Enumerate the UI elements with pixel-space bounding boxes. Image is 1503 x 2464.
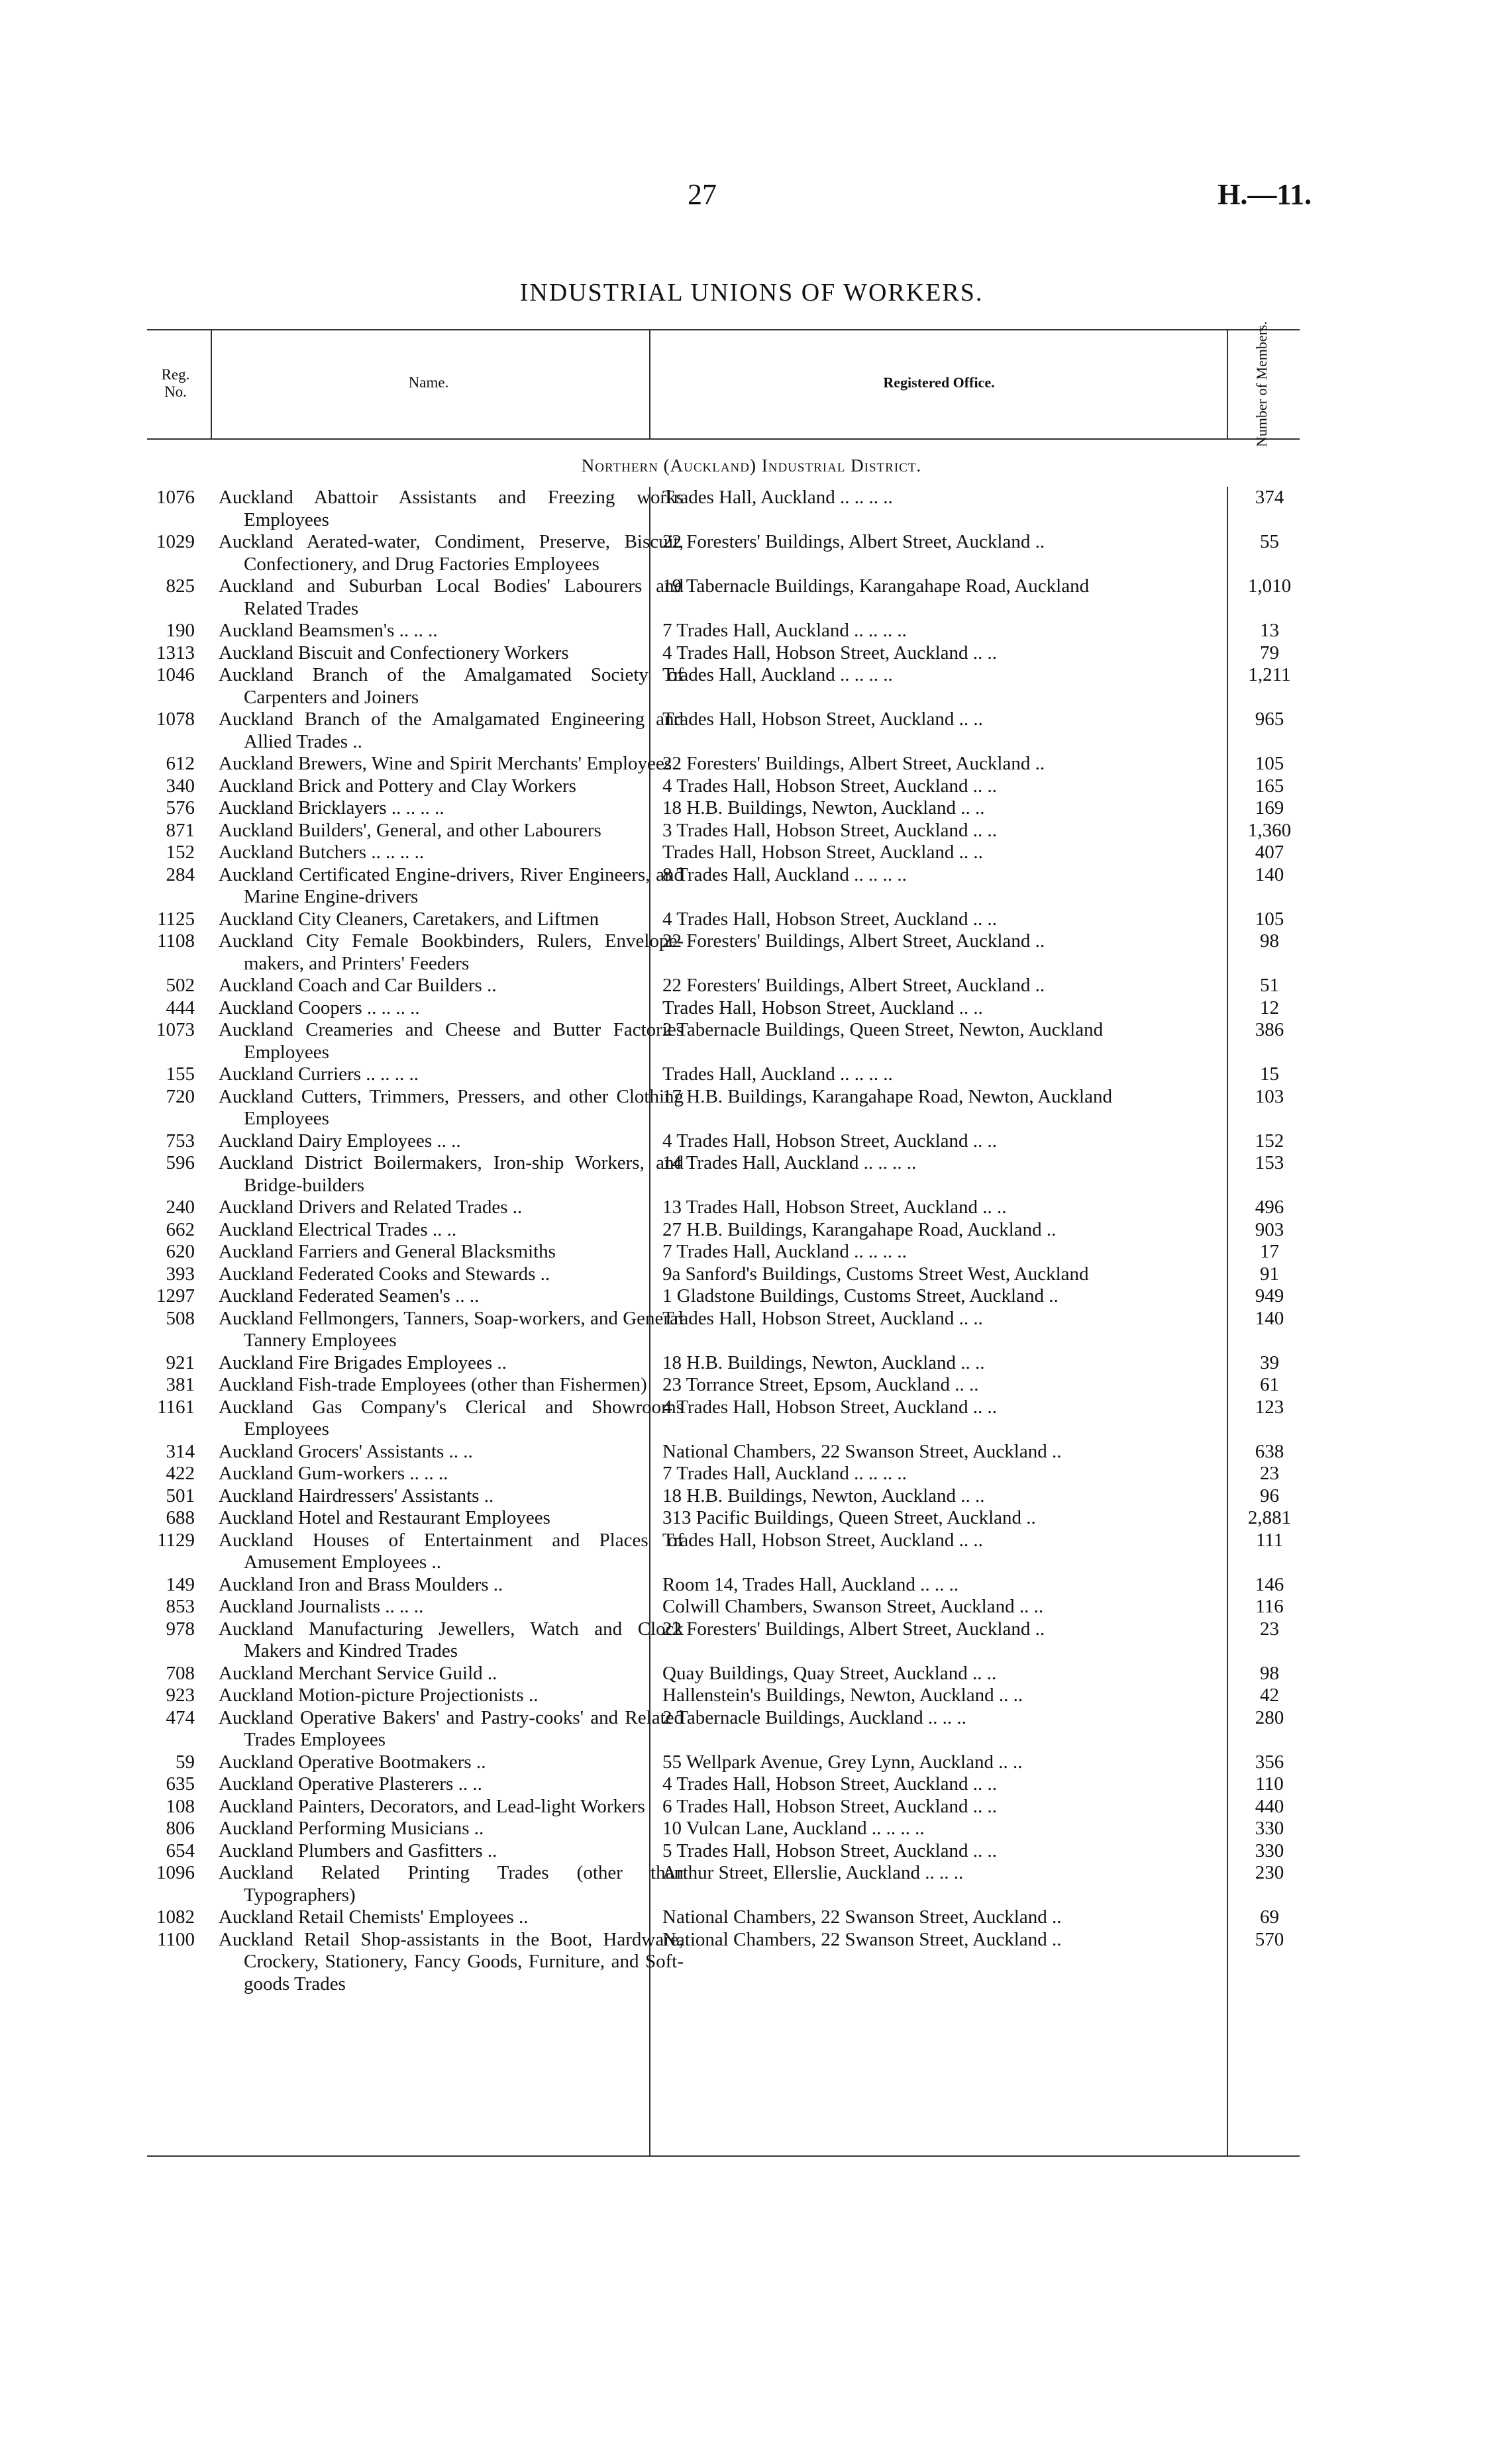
union-name-cell: Auckland Motion-picture Projectionists .. [219,1685,539,1706]
registered-office-cell: Trades Hall, Hobson Street, Auckland .. .. [662,997,983,1018]
union-name-cell: Auckland Brewers, Wine and Spirit Merchants' Employees [219,753,672,774]
reg-no-cell: 1078 [156,709,195,730]
union-name-cell: Auckland Drivers and Related Trades .. [219,1197,523,1218]
members-cell: 51 [1260,975,1279,996]
table-row [147,1596,1300,1618]
table-row [147,1397,1300,1441]
registered-office-cell: 27 H.B. Buildings, Karangahape Road, Auckland .. [662,1218,1057,1240]
table-row [147,1352,1300,1375]
column-header-registered-office: Registered Office. [883,374,995,391]
table-row [147,775,1300,798]
union-name-cell: Auckland Houses of Entertainment and Places of Amusement Employees .. [219,1529,684,1573]
members-cell: 165 [1255,775,1284,797]
reg-no-cell: 474 [166,1706,195,1728]
registered-office-cell: Trades Hall, Hobson Street, Auckland .. .. [662,842,983,863]
union-name-cell: Auckland Dairy Employees .. .. [219,1130,461,1152]
union-name-cell: Auckland Retail Shop-assistants in the Boot, Hardware, Crockery, Stationery, Fancy Goods, Furniture, and Soft-goods Trades [219,1928,684,1995]
table-top-rule [147,329,1300,330]
reg-no-cell: 923 [166,1685,195,1706]
table-row [147,1285,1300,1308]
union-name-cell: Auckland Iron and Brass Moulders .. [219,1573,503,1595]
members-cell: 42 [1260,1685,1279,1706]
district-heading: Northern (Auckland) Industrial District. [581,456,922,475]
registered-office-cell: Colwill Chambers, Swanson Street, Auckland .. .. [662,1596,1044,1617]
table-row [147,820,1300,842]
union-name-cell: Auckland Performing Musicians .. [219,1818,484,1839]
column-header-members [1229,320,1295,448]
union-name-cell: Auckland Merchant Service Guild .. [219,1662,497,1684]
union-name-cell: Auckland Curriers .. .. .. .. [219,1063,419,1085]
table-row [147,1308,1300,1352]
document-code: H.—11. [1218,178,1312,211]
registered-office-cell: 2 Tabernacle Buildings, Queen Street, Newton, Auckland [662,1019,1104,1040]
registered-office-cell: Quay Buildings, Quay Street, Auckland .. .. [662,1662,997,1684]
table-row [147,1840,1300,1863]
table-row [147,1441,1300,1463]
union-name-cell: Auckland Hotel and Restaurant Employees [219,1507,550,1528]
union-name-cell: Auckland Aerated-water, Condiment, Preserve, Biscuit, Confectionery, and Drug Factories Employees [219,531,684,575]
table-row [147,1818,1300,1840]
registered-office-cell: 14 Trades Hall, Auckland .. .. .. .. [662,1152,917,1173]
reg-no-cell: 59 [176,1751,195,1773]
table-row [147,487,1300,531]
table-row [147,997,1300,1020]
registered-office-cell: National Chambers, 22 Swanson Street, Auckland .. [662,1440,1062,1462]
members-cell: 169 [1255,797,1284,818]
union-name-cell: Auckland Builders', General, and other Labourers [219,819,601,841]
union-name-cell: Auckland City Cleaners, Caretakers, and Liftmen [219,908,599,930]
table-row [147,620,1300,642]
registered-office-cell: National Chambers, 22 Swanson Street, Auckland .. [662,1906,1062,1928]
table-row [147,575,1300,620]
reg-no-cell: 422 [166,1463,195,1484]
table-row [147,975,1300,997]
union-name-cell: Auckland Coach and Car Builders .. [219,975,497,996]
table-row [147,1862,1300,1906]
reg-no-cell: 155 [166,1063,195,1085]
reg-no-cell: 444 [166,997,195,1018]
registered-office-cell: 4 Trades Hall, Hobson Street, Auckland .. .. [662,908,998,930]
members-cell: 140 [1255,863,1284,885]
union-name-cell: Auckland Brick and Pottery and Clay Workers [219,775,576,797]
reg-no-cell: 1082 [156,1906,195,1928]
column-header-name: Name. [408,374,449,391]
reg-no-cell: 596 [166,1152,195,1173]
page-title: INDUSTRIAL UNIONS OF WORKERS. [519,279,984,307]
union-name-cell: Auckland Creameries and Cheese and Butter Factories Employees [219,1019,684,1063]
union-name-cell: Auckland City Female Bookbinders, Rulers, Envelope-makers, and Printers' Feeders [219,930,684,974]
registered-office-cell: 19 Tabernacle Buildings, Karangahape Road, Auckland [662,575,1090,597]
table-row [147,842,1300,864]
union-name-cell: Auckland Fish-trade Employees (other than Fishermen) [219,1374,647,1395]
registered-office-cell: 7 Trades Hall, Auckland .. .. .. .. [662,620,907,641]
reg-no-cell: 620 [166,1241,195,1262]
union-name-cell: Auckland Operative Plasterers .. .. [219,1773,482,1795]
table-row [147,797,1300,820]
reg-no-cell: 1313 [156,642,195,664]
reg-no-cell: 576 [166,797,195,818]
union-name-cell: Auckland Federated Cooks and Stewards .. [219,1263,550,1285]
table-row [147,664,1300,709]
members-cell: 23 [1260,1463,1279,1484]
registered-office-cell: 7 Trades Hall, Auckland .. .. .. .. [662,1241,907,1262]
registered-office-cell: Trades Hall, Hobson Street, Auckland .. .. [662,709,983,730]
union-name-cell: Auckland Grocers' Assistants .. .. [219,1440,473,1462]
reg-no-cell: 1129 [157,1529,195,1551]
registered-office-cell: 10 Vulcan Lane, Auckland .. .. .. .. [662,1818,925,1839]
reg-no-cell: 1073 [156,1019,195,1040]
union-name-cell: Auckland Butchers .. .. .. .. [219,842,425,863]
union-name-cell: Auckland Manufacturing Jewellers, Watch and Clock Makers and Kindred Trades [219,1618,684,1661]
union-name-cell: Auckland Operative Bakers' and Pastry-cooks' and Related Trades Employees [219,1706,684,1750]
registered-office-cell: 2 Tabernacle Buildings, Auckland .. .. .. [662,1706,966,1728]
table-row [147,1773,1300,1796]
registered-office-cell: 7 Trades Hall, Auckland .. .. .. .. [662,1463,907,1484]
registered-office-cell: 4 Trades Hall, Hobson Street, Auckland .. .. [662,1773,998,1795]
members-cell: 965 [1255,709,1284,730]
members-cell: 23 [1260,1618,1279,1640]
column-divider [211,329,212,438]
members-cell: 96 [1260,1485,1279,1506]
reg-no-cell: 190 [166,620,195,641]
table-row [147,1751,1300,1774]
registered-office-cell: 18 H.B. Buildings, Newton, Auckland .. .. [662,797,985,818]
registered-office-cell: 313 Pacific Buildings, Queen Street, Auckland .. [662,1507,1036,1528]
members-cell: 98 [1260,930,1279,952]
union-name-cell: Auckland Branch of the Amalgamated Society of Carpenters and Joiners [219,664,684,708]
members-cell: 1,211 [1248,664,1291,685]
reg-no-cell: 314 [166,1440,195,1462]
union-name-cell: Auckland Electrical Trades .. .. [219,1218,457,1240]
members-cell: 111 [1255,1529,1284,1551]
members-cell: 407 [1255,842,1284,863]
reg-no-cell: 753 [166,1130,195,1152]
registered-office-cell: 5 Trades Hall, Hobson Street, Auckland .. .. [662,1840,998,1861]
members-cell: 1,010 [1247,575,1292,597]
column-header-reg-no: Reg. No. [161,366,190,400]
members-cell: 110 [1255,1773,1284,1795]
union-name-cell: Auckland Coopers .. .. .. .. [219,997,420,1018]
table-row [147,1152,1300,1197]
members-cell: 140 [1255,1307,1284,1329]
table-row [147,1063,1300,1086]
table-row [147,753,1300,775]
table-header-rule [147,438,1300,440]
reg-no-cell: 708 [166,1662,195,1684]
reg-no-cell: 108 [166,1795,195,1817]
registered-office-cell: 13 Trades Hall, Hobson Street, Auckland .. .. [662,1197,1007,1218]
table-row [147,1219,1300,1242]
members-cell: 903 [1255,1218,1284,1240]
registered-office-cell: Trades Hall, Auckland .. .. .. .. [662,1063,893,1085]
table-row [147,1019,1300,1063]
members-cell: 496 [1255,1197,1284,1218]
table-row [147,1796,1300,1818]
registered-office-cell: National Chambers, 22 Swanson Street, Auckland .. [662,1928,1062,1950]
registered-office-cell: 8 Trades Hall, Auckland .. .. .. .. [662,863,907,885]
table-row [147,864,1300,909]
reg-no-cell: 381 [166,1374,195,1395]
registered-office-cell: 4 Trades Hall, Hobson Street, Auckland .. .. [662,1130,998,1152]
members-cell: 638 [1255,1440,1284,1462]
table-row [147,1241,1300,1263]
registered-office-cell: 4 Trades Hall, Hobson Street, Auckland .. .. [662,1396,998,1418]
registered-office-cell: 3 Trades Hall, Hobson Street, Auckland .. .. [662,819,998,841]
union-name-cell: Auckland Fire Brigades Employees .. [219,1352,507,1373]
column-header-members-label: Number of Members. [1253,320,1270,448]
reg-no-cell: 284 [166,863,195,885]
union-name-cell: Auckland Cutters, Trimmers, Pressers, and other Clothing Employees [219,1085,684,1129]
reg-no-cell: 612 [166,753,195,774]
reg-no-cell: 340 [166,775,195,797]
members-cell: 105 [1255,908,1284,930]
reg-no-cell: 978 [166,1618,195,1640]
union-name-cell: Auckland District Boilermakers, Iron-ship Workers, and Bridge-builders [219,1152,684,1196]
reg-no-cell: 508 [166,1307,195,1329]
reg-no-cell: 921 [166,1352,195,1373]
registered-office-cell: Room 14, Trades Hall, Auckland .. .. .. [662,1573,959,1595]
members-cell: 13 [1260,620,1279,641]
reg-no-cell: 1108 [157,930,195,952]
reg-no-cell: 654 [166,1840,195,1861]
table-row [147,1707,1300,1751]
union-name-cell: Auckland Abattoir Assistants and Freezing works Employees [219,487,684,530]
reg-no-cell: 688 [166,1507,195,1528]
union-name-cell: Auckland Gum-workers .. .. .. [219,1463,448,1484]
registered-office-cell: 4 Trades Hall, Hobson Street, Auckland .. .. [662,775,998,797]
table-row [147,1507,1300,1530]
table-row [147,1374,1300,1397]
registered-office-cell: Trades Hall, Auckland .. .. .. .. [662,664,893,685]
reg-no-cell: 1100 [157,1928,195,1950]
table-row [147,709,1300,753]
members-cell: 15 [1260,1063,1279,1085]
members-cell: 79 [1260,642,1279,664]
registered-office-cell: Hallenstein's Buildings, Newton, Auckland .. .. [662,1685,1023,1706]
table-bottom-rule [147,2155,1300,2157]
members-cell: 949 [1255,1285,1284,1306]
reg-no-cell: 1297 [156,1285,195,1306]
registered-office-cell: 22 Foresters' Buildings, Albert Street, Auckland .. [662,930,1045,952]
members-cell: 330 [1255,1818,1284,1839]
table-row [147,1463,1300,1485]
union-name-cell: Auckland Painters, Decorators, and Lead-light Workers [219,1795,645,1817]
table-row [147,1685,1300,1707]
members-cell: 61 [1260,1374,1279,1395]
union-name-cell: Auckland Bricklayers .. .. .. .. [219,797,444,818]
members-cell: 17 [1260,1241,1279,1262]
members-cell: 123 [1255,1396,1284,1418]
union-name-cell: Auckland Operative Bootmakers .. [219,1751,486,1773]
reg-no-cell: 149 [166,1573,195,1595]
members-cell: 105 [1255,753,1284,774]
union-name-cell: Auckland Certificated Engine-drivers, River Engineers, and Marine Engine-drivers [219,863,684,907]
table-row [147,1197,1300,1219]
page-number: 27 [688,178,717,211]
registered-office-cell: Trades Hall, Auckland .. .. .. .. [662,487,893,508]
members-cell: 98 [1260,1662,1279,1684]
union-name-cell: Auckland Journalists .. .. .. [219,1596,424,1617]
table-row [147,909,1300,931]
union-name-cell: Auckland Gas Company's Clerical and Showrooms Employees [219,1396,684,1440]
union-name-cell: Auckland Branch of the Amalgamated Engineering and Allied Trades .. [219,709,684,752]
reg-no-cell: 240 [166,1197,195,1218]
union-name-cell: Auckland Farriers and General Blacksmiths [219,1241,556,1262]
union-name-cell: Auckland and Suburban Local Bodies' Labourers and Related Trades [219,575,684,619]
table-row [147,531,1300,575]
reg-no-cell: 1125 [157,908,195,930]
union-name-cell: Auckland Plumbers and Gasfitters .. [219,1840,497,1861]
table-row [147,1130,1300,1153]
members-cell: 103 [1255,1085,1284,1107]
members-cell: 152 [1255,1130,1284,1152]
members-cell: 91 [1260,1263,1279,1285]
registered-office-cell: 18 H.B. Buildings, Newton, Auckland .. .. [662,1485,985,1506]
union-name-cell: Auckland Beamsmen's .. .. .. [219,620,438,641]
table-row [147,1530,1300,1574]
column-divider [649,329,650,438]
members-cell: 374 [1255,487,1284,508]
union-name-cell: Auckland Hairdressers' Assistants .. [219,1485,494,1506]
members-cell: 55 [1260,531,1279,552]
members-cell: 330 [1255,1840,1284,1861]
table-row [147,1663,1300,1685]
members-cell: 146 [1255,1573,1284,1595]
union-table-body [147,487,1300,1995]
union-name-cell: Auckland Retail Chemists' Employees .. [219,1906,529,1928]
registered-office-cell: Trades Hall, Hobson Street, Auckland .. .. [662,1529,983,1551]
members-cell: 12 [1260,997,1279,1018]
members-cell: 153 [1255,1152,1284,1173]
union-name-cell: Auckland Fellmongers, Tanners, Soap-workers, and General Tannery Employees [219,1307,684,1351]
reg-no-cell: 635 [166,1773,195,1795]
registered-office-cell: 22 Foresters' Buildings, Albert Street, Auckland .. [662,531,1045,552]
reg-no-cell: 501 [166,1485,195,1506]
union-name-cell: Auckland Related Printing Trades (other than Typographers) [219,1862,684,1906]
members-cell: 2,881 [1247,1507,1292,1528]
members-cell: 356 [1255,1751,1284,1773]
members-cell: 230 [1255,1862,1284,1883]
members-cell: 440 [1255,1795,1284,1817]
reg-no-cell: 662 [166,1218,195,1240]
reg-no-cell: 502 [166,975,195,996]
members-cell: 116 [1255,1596,1284,1617]
registered-office-cell: 55 Wellpark Avenue, Grey Lynn, Auckland .. .. [662,1751,1023,1773]
registered-office-cell: Arthur Street, Ellerslie, Auckland .. .. .. [662,1862,964,1883]
reg-no-cell: 825 [166,575,195,597]
registered-office-cell: 22 Foresters' Buildings, Albert Street, Auckland .. [662,1618,1045,1640]
members-cell: 386 [1255,1019,1284,1040]
table-row [147,1618,1300,1663]
registered-office-cell: 18 H.B. Buildings, Newton, Auckland .. .. [662,1352,985,1373]
table-row [147,1263,1300,1286]
table-row [147,1086,1300,1130]
reg-no-cell: 806 [166,1818,195,1839]
union-name-cell: Auckland Biscuit and Confectionery Workers [219,642,569,664]
reg-no-cell: 393 [166,1263,195,1285]
column-divider [1227,329,1228,438]
reg-no-cell: 1161 [157,1396,195,1418]
table-row [147,1929,1300,1996]
reg-no-cell: 1076 [156,487,195,508]
members-cell: 69 [1260,1906,1279,1928]
union-name-cell: Auckland Federated Seamen's .. .. [219,1285,480,1306]
registered-office-cell: 22 Foresters' Buildings, Albert Street, Auckland .. [662,753,1045,774]
table-row [147,930,1300,975]
members-cell: 280 [1255,1706,1284,1728]
reg-no-cell: 1046 [156,664,195,685]
registered-office-cell: 23 Torrance Street, Epsom, Auckland .. .. [662,1374,979,1395]
reg-no-cell: 853 [166,1596,195,1617]
members-cell: 1,360 [1247,819,1292,841]
registered-office-cell: 9a Sanford's Buildings, Customs Street West, Auckland [662,1263,1089,1285]
table-row [147,1485,1300,1508]
members-cell: 39 [1260,1352,1279,1373]
table-row [147,1574,1300,1597]
registered-office-cell: 22 Foresters' Buildings, Albert Street, Auckland .. [662,975,1045,996]
registered-office-cell: 4 Trades Hall, Hobson Street, Auckland .. .. [662,642,998,664]
members-cell: 570 [1255,1928,1284,1950]
registered-office-cell: 17 H.B. Buildings, Karangahape Road, Newton, Auckland [662,1085,1112,1107]
table-row [147,1906,1300,1929]
reg-no-cell: 152 [166,842,195,863]
reg-no-cell: 1096 [156,1862,195,1883]
reg-no-cell: 720 [166,1085,195,1107]
table-row [147,642,1300,665]
registered-office-cell: Trades Hall, Hobson Street, Auckland .. .. [662,1307,983,1329]
reg-no-cell: 1029 [156,531,195,552]
registered-office-cell: 1 Gladstone Buildings, Customs Street, Auckland .. [662,1285,1059,1306]
registered-office-cell: 6 Trades Hall, Hobson Street, Auckland .. .. [662,1795,998,1817]
reg-no-cell: 871 [166,819,195,841]
